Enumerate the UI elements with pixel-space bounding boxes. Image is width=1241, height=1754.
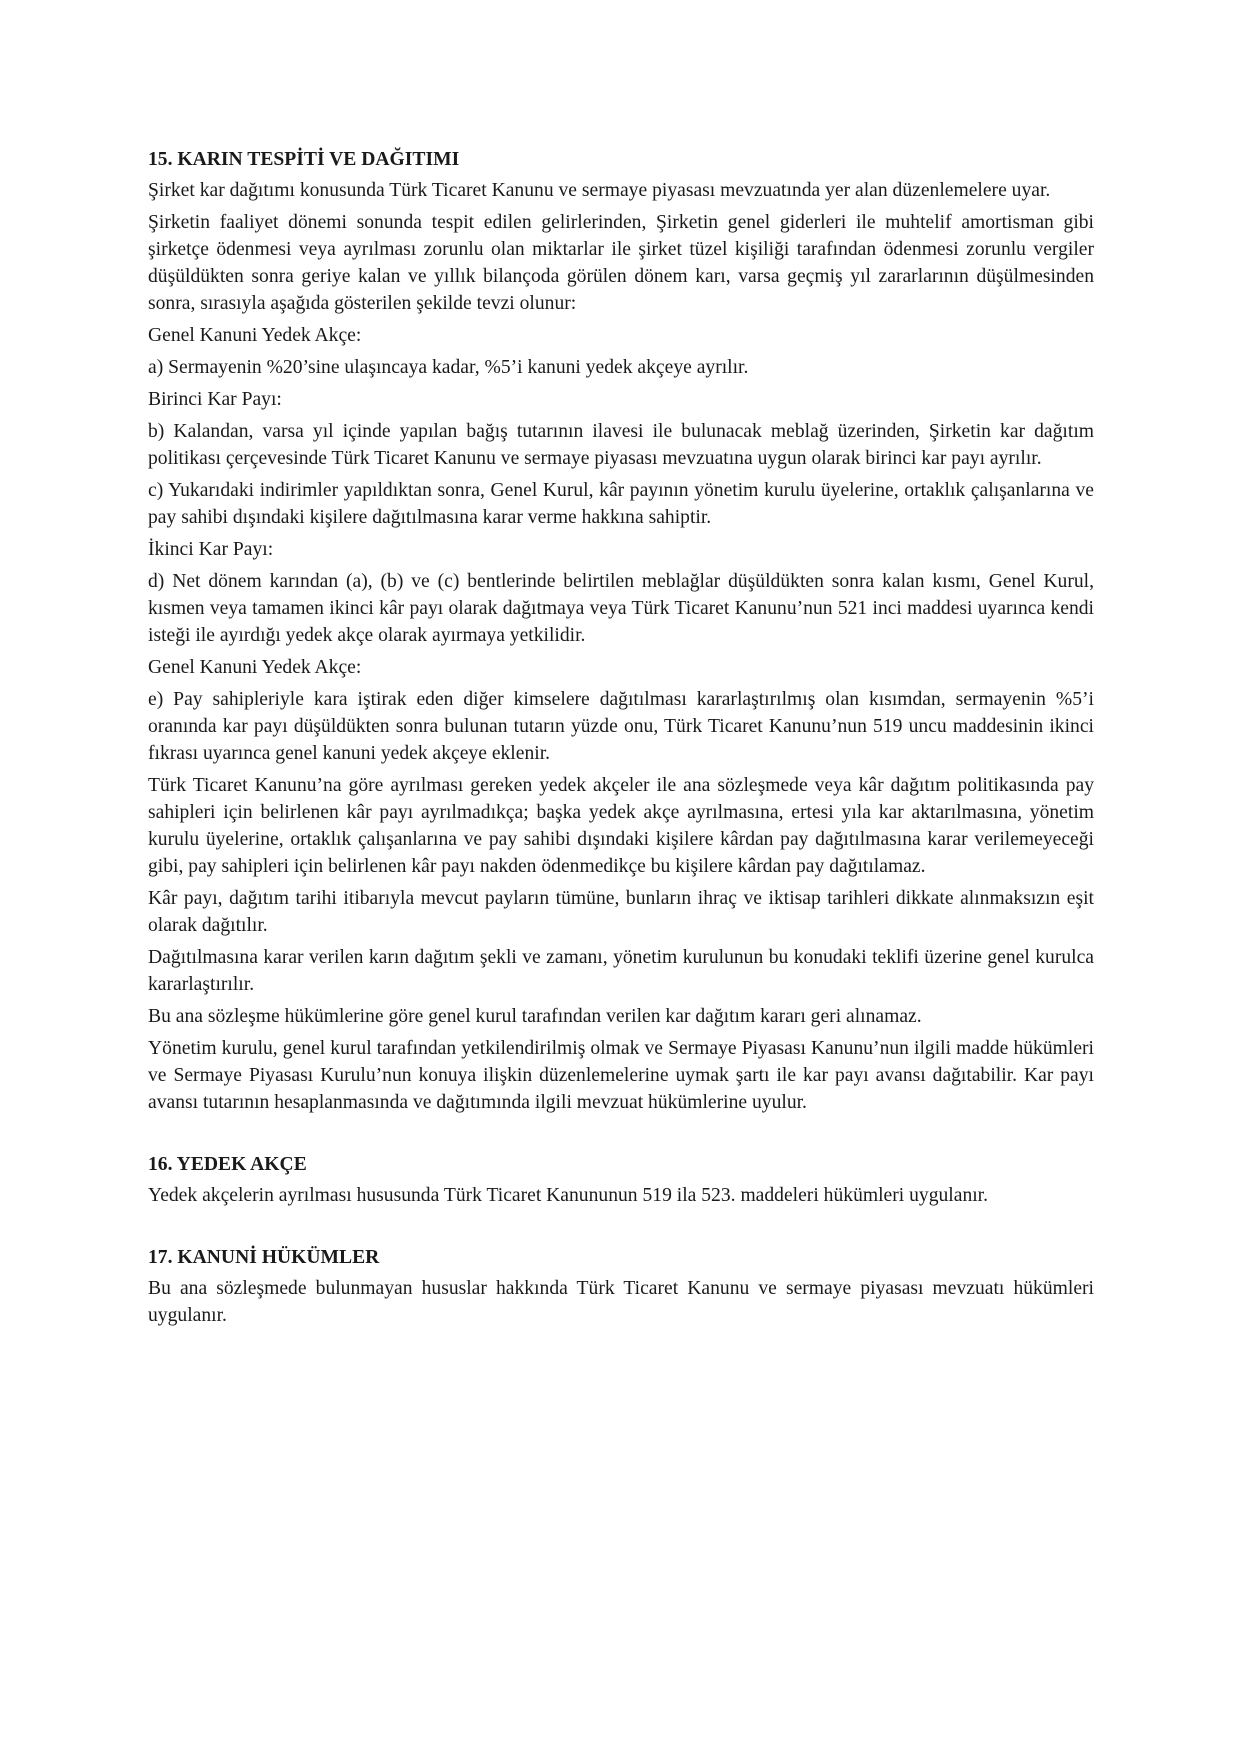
paragraph: Kâr payı, dağıtım tarihi itibarıyla mevcut payların tümüne, bunların ihraç ve iktisap tarihleri dikkate alınmaksızın eşit olarak dağıtılır. bbox=[148, 888, 1094, 936]
paragraph: Bu ana sözleşme hükümlerine göre genel kurul tarafından verilen kar dağıtım kararı geri alınamaz. bbox=[148, 1006, 922, 1027]
paragraph: a) Sermayenin %20’sine ulaşıncaya kadar, %5’i kanuni yedek akçeye ayrılır. bbox=[148, 357, 749, 378]
paragraph: d) Net dönem karından (a), (b) ve (c) bentlerinde belirtilen meblağlar düşüldükten sonra kalan kısmı, Genel Kurul, kısmen veya tamamen ikinci kâr payı olarak dağıtmaya veya Türk Ticaret Kanunu’nun 521 inci maddesi uyarınca kendi isteği ile ayırdığı yedek akçe olarak ayırmaya yetkilidir. bbox=[148, 571, 1094, 646]
subheading: Birinci Kar Payı: bbox=[148, 389, 282, 410]
section-15 bbox=[148, 146, 1094, 1116]
paragraph: Dağıtılmasına karar verilen karın dağıtım şekli ve zamanı, yönetim kurulunun bu konudaki teklifi üzerine genel kurulca kararlaştırılır. bbox=[148, 947, 1094, 995]
section-title: 17. KANUNİ HÜKÜMLER bbox=[148, 1247, 380, 1268]
subheading: İkinci Kar Payı: bbox=[148, 539, 274, 560]
paragraph: Yönetim kurulu, genel kurul tarafından yetkilendirilmiş olmak ve Sermaye Piyasası Kanunu’nun ilgili madde hükümleri ve Sermaye Piyasası Kurulu’nun konuya ilişkin düzenlemelerine uymak şartı ile kar payı avansı dağıtabilir. Kar payı avansı tutarının hesaplanmasında ve dağıtımında ilgili mevzuat hükümlerine uyulur. bbox=[148, 1038, 1094, 1113]
paragraph: Bu ana sözleşmede bulunmayan hususlar hakkında Türk Ticaret Kanunu ve sermaye piyasası mevzuatı hükümleri uygulanır. bbox=[148, 1278, 1094, 1326]
section-title: 16. YEDEK AKÇE bbox=[148, 1154, 307, 1175]
paragraph: e) Pay sahipleriyle kara iştirak eden diğer kimselere dağıtılması kararlaştırılmış olan kısımdan, sermayenin %5’i oranında kar payı düşüldükten sonra bulunan tutarın yüzde onu, Türk Ticaret Kanunu’nun 519 uncu maddesinin ikinci fıkrası uyarınca genel kanuni yedek akçeye eklenir. bbox=[148, 689, 1094, 764]
paragraph: Yedek akçelerin ayrılması hususunda Türk Ticaret Kanununun 519 ila 523. maddeleri hükümleri uygulanır. bbox=[148, 1185, 989, 1206]
subheading: Genel Kanuni Yedek Akçe: bbox=[148, 325, 362, 346]
section-16 bbox=[148, 1151, 1094, 1209]
paragraph: Şirketin faaliyet dönemi sonunda tespit edilen gelirlerinden, Şirketin genel giderleri ile muhtelif amortisman gibi şirketçe ödenmesi veya ayrılması zorunlu olan miktarlar ile şirket tüzel kişiliği tarafından ödenmesi zorunlu vergiler düşüldükten sonra geriye kalan ve yıllık bilançoda görülen dönem karı, varsa geçmiş yıl zararlarının düşülmesinden sonra, sırasıyla aşağıda gösterilen şekilde tevzi olunur: bbox=[148, 212, 1094, 314]
subheading: Genel Kanuni Yedek Akçe: bbox=[148, 657, 362, 678]
section-17 bbox=[148, 1244, 1094, 1329]
section-spacer bbox=[148, 1121, 1094, 1151]
paragraph: c) Yukarıdaki indirimler yapıldıktan sonra, Genel Kurul, kâr payının yönetim kurulu üyelerine, ortaklık çalışanlarına ve pay sahibi dışındaki kişilere dağıtılmasına karar verme hakkına sahiptir. bbox=[148, 480, 1094, 528]
paragraph: Türk Ticaret Kanunu’na göre ayrılması gereken yedek akçeler ile ana sözleşmede veya kâr dağıtım politikasında pay sahipleri için belirlenen kâr payı ayrılmadıkça; başka yedek akçe ayrılmasına, ertesi yıla kar aktarılmasına, yönetim kurulu üyelerine, ortaklık çalışanlarına ve pay sahibi dışındaki kişilere kârdan pay dağıtılmasına karar verilemeyeceği gibi, pay sahipleri için belirlenen kâr payı nakden ödenmedikçe bu kişilere kârdan pay dağıtılamaz. bbox=[148, 775, 1094, 877]
paragraph: Şirket kar dağıtımı konusunda Türk Ticaret Kanunu ve sermaye piyasası mevzuatında yer alan düzenlemelere uyar. bbox=[148, 180, 1051, 201]
section-spacer bbox=[148, 1214, 1094, 1244]
section-title: 15. KARIN TESPİTİ VE DAĞITIMI bbox=[148, 149, 460, 170]
document-page bbox=[148, 146, 1094, 1334]
paragraph: b) Kalandan, varsa yıl içinde yapılan bağış tutarının ilavesi ile bulunacak meblağ üzerinden, Şirketin kar dağıtım politikası çerçevesinde Türk Ticaret Kanunu ve sermaye piyasası mevzuatına uygun olarak birinci kar payı ayrılır. bbox=[148, 421, 1094, 469]
